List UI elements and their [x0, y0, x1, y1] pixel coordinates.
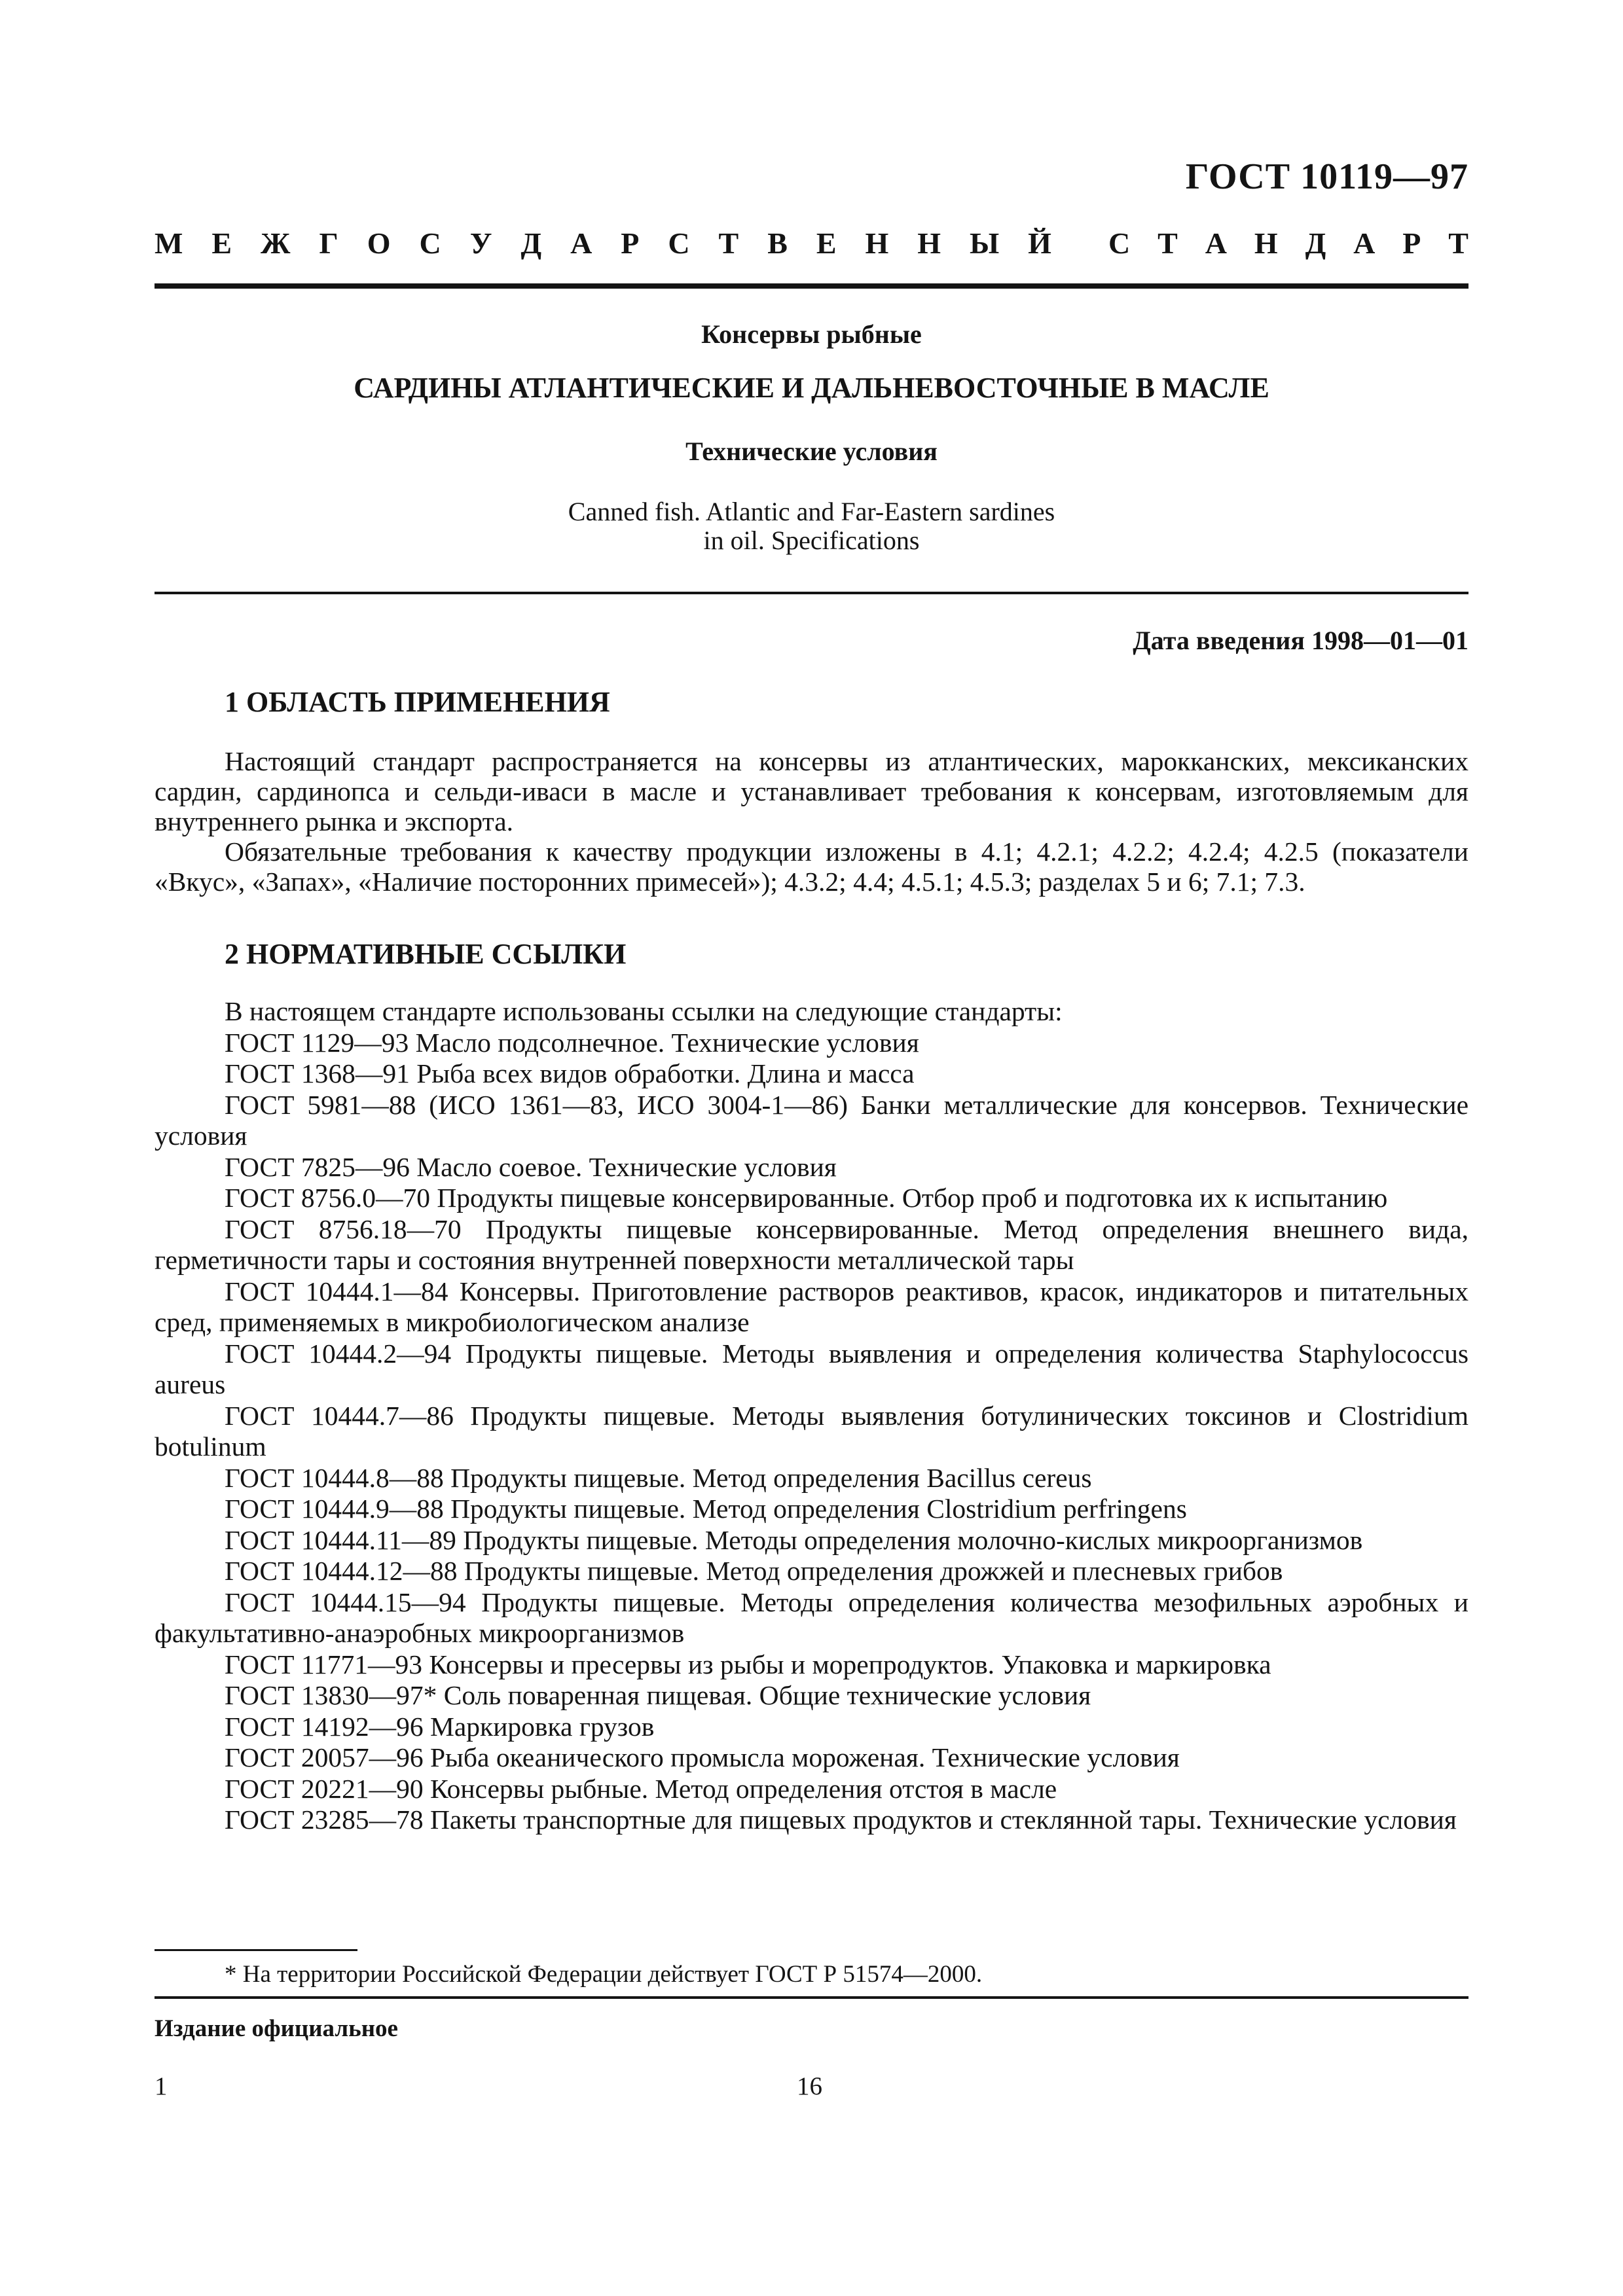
letter: Е: [816, 226, 837, 260]
letter: Н: [865, 226, 889, 260]
letter: У: [469, 226, 492, 260]
header-divider: [155, 283, 1468, 289]
footnote: * На территории Российской Федерации действует ГОСТ Р 51574—2000.: [225, 1961, 983, 1988]
letter: С: [419, 226, 441, 260]
section-heading: 2 НОРМАТИВНЫЕ ССЫЛКИ: [225, 938, 627, 970]
reference-item: ГОСТ 14192—96 Маркировка грузов: [225, 1711, 655, 1742]
letter: Н: [1254, 226, 1278, 260]
letter: Ы: [970, 226, 1000, 260]
reference-item: ГОСТ 10444.1—84 Консервы. Приготовление растворов реактивов, красок, индикаторов и питательных сред, применяемых в микробиологическом анализе: [155, 1276, 1468, 1337]
introduction-date: Дата введения 1998—01—01: [1133, 626, 1468, 655]
letter: Т: [718, 226, 739, 260]
reference-item: ГОСТ 7825—96 Масло соевое. Технические условия: [225, 1151, 837, 1182]
page-number: 16: [797, 2072, 822, 2100]
title-subtitle: Технические условия: [685, 437, 938, 466]
interstate-standard-banner: [155, 226, 1468, 260]
reference-item: ГОСТ 13830—97* Соль поваренная пищевая. Общие технические условия: [225, 1680, 1091, 1710]
english-title: [155, 497, 1468, 555]
references-list: [155, 996, 1468, 1836]
letter: М: [155, 226, 183, 260]
letter: Г: [319, 226, 338, 260]
reference-item: ГОСТ 1129—93 Масло подсолнечное. Технические условия: [225, 1027, 919, 1058]
reference-item: ГОСТ 1368—91 Рыба всех видов обработки. Длина и масса: [225, 1058, 915, 1088]
reference-item: ГОСТ 11771—93 Консервы и пресервы из рыбы и морепродуктов. Упаковка и маркировка: [225, 1649, 1271, 1679]
reference-item: ГОСТ 10444.7—86 Продукты пищевые. Методы выявления ботулинических токсинов и Clostridium botulinum: [155, 1400, 1468, 1462]
reference-item: ГОСТ 5981—88 (ИСО 1361—83, ИСО 3004-1—86) Банки металлические для консервов. Технические условия: [155, 1089, 1468, 1151]
letter: О: [367, 226, 391, 260]
interstate-word: [155, 226, 1051, 260]
english-title-line: Canned fish. Atlantic and Far-Eastern sardines: [568, 497, 1055, 526]
reference-item: ГОСТ 10444.15—94 Продукты пищевые. Методы определения количества мезофильных аэробных и факультативно-анаэробных микроорганизмов: [155, 1587, 1468, 1648]
reference-item: ГОСТ 10444.12—88 Продукты пищевые. Метод определения дрожжей и плесневых грибов: [225, 1556, 1283, 1586]
letter: С: [1108, 226, 1131, 260]
letter: Т: [1448, 226, 1468, 260]
paragraph: Обязательные требования к качеству продукции изложены в 4.1; 4.2.1; 4.2.2; 4.2.4; 4.2.5 (показатели «Вкус», «Запах», «Наличие посторонних примесей»); 4.3.2; 4.4; 4.5.1; 4.5.3; разделах 5 и 6; 7.1; 7.3.: [155, 836, 1468, 897]
official-edition-label: Издание официальное: [155, 2015, 398, 2042]
letter: Р: [1402, 226, 1421, 260]
reference-item: ГОСТ 23285—78 Пакеты транспортные для пищевых продуктов и стеклянной тары. Технические условия: [225, 1804, 1457, 1835]
reference-item: ГОСТ 20057—96 Рыба океанического промысла мороженая. Технические условия: [225, 1742, 1180, 1772]
section-body: [155, 746, 1468, 897]
letter: Е: [211, 226, 232, 260]
letter: Д: [1305, 226, 1326, 260]
letter: Р: [621, 226, 640, 260]
reference-item: ГОСТ 20221—90 Консервы рыбные. Метод определения отстоя в масле: [225, 1773, 1057, 1804]
page-mark-left: 1: [155, 2072, 168, 2100]
title-category: Консервы рыбные: [701, 319, 922, 349]
paragraph: Настоящий стандарт распространяется на консервы из атлантических, марокканских, мексиканских сардин, сардинопса и сельди-иваси в масле и устанавливает требования к консервам, изготовляемым для внутреннего рынка и экспорта.: [155, 746, 1468, 836]
gost-number: ГОСТ 10119—97: [1185, 156, 1468, 197]
references-intro: В настоящем стандарте использованы ссылки на следующие стандарты:: [225, 996, 1063, 1026]
standard-word: [1108, 226, 1468, 260]
english-title-line: in oil. Specifications: [703, 526, 920, 555]
reference-item: ГОСТ 8756.0—70 Продукты пищевые консервированные. Отбор проб и подготовка их к испытанию: [225, 1183, 1388, 1213]
footnote-separator: [155, 1949, 357, 1951]
reference-item: ГОСТ 8756.18—70 Продукты пищевые консервированные. Метод определения внешнего вида, герметичности тары и состояния внутренней поверхности металлической тары: [155, 1213, 1468, 1275]
reference-item: ГОСТ 10444.11—89 Продукты пищевые. Методы определения молочно-кислых микроорганизмов: [225, 1524, 1363, 1555]
title-divider: [155, 592, 1468, 594]
reference-item: ГОСТ 10444.2—94 Продукты пищевые. Методы выявления и определения количества Staphylococcus aureus: [155, 1338, 1468, 1399]
section-heading: 1 ОБЛАСТЬ ПРИМЕНЕНИЯ: [225, 686, 610, 718]
letter: Н: [917, 226, 941, 260]
letter: А: [570, 226, 593, 260]
letter: А: [1205, 226, 1227, 260]
footer-divider: [155, 1996, 1468, 1999]
letter: Ж: [261, 226, 291, 260]
reference-item: ГОСТ 10444.9—88 Продукты пищевые. Метод определения Clostridium perfringens: [225, 1494, 1187, 1524]
letter: А: [1353, 226, 1376, 260]
document-title: САРДИНЫ АТЛАНТИЧЕСКИЕ И ДАЛЬНЕВОСТОЧНЫЕ В МАСЛЕ: [354, 372, 1269, 404]
letter: Д: [520, 226, 542, 260]
letter: В: [767, 226, 788, 260]
letter: Т: [1158, 226, 1178, 260]
reference-item: ГОСТ 10444.8—88 Продукты пищевые. Метод определения Bacillus cereus: [225, 1462, 1092, 1493]
letter: С: [668, 226, 690, 260]
letter: Й: [1028, 226, 1051, 260]
